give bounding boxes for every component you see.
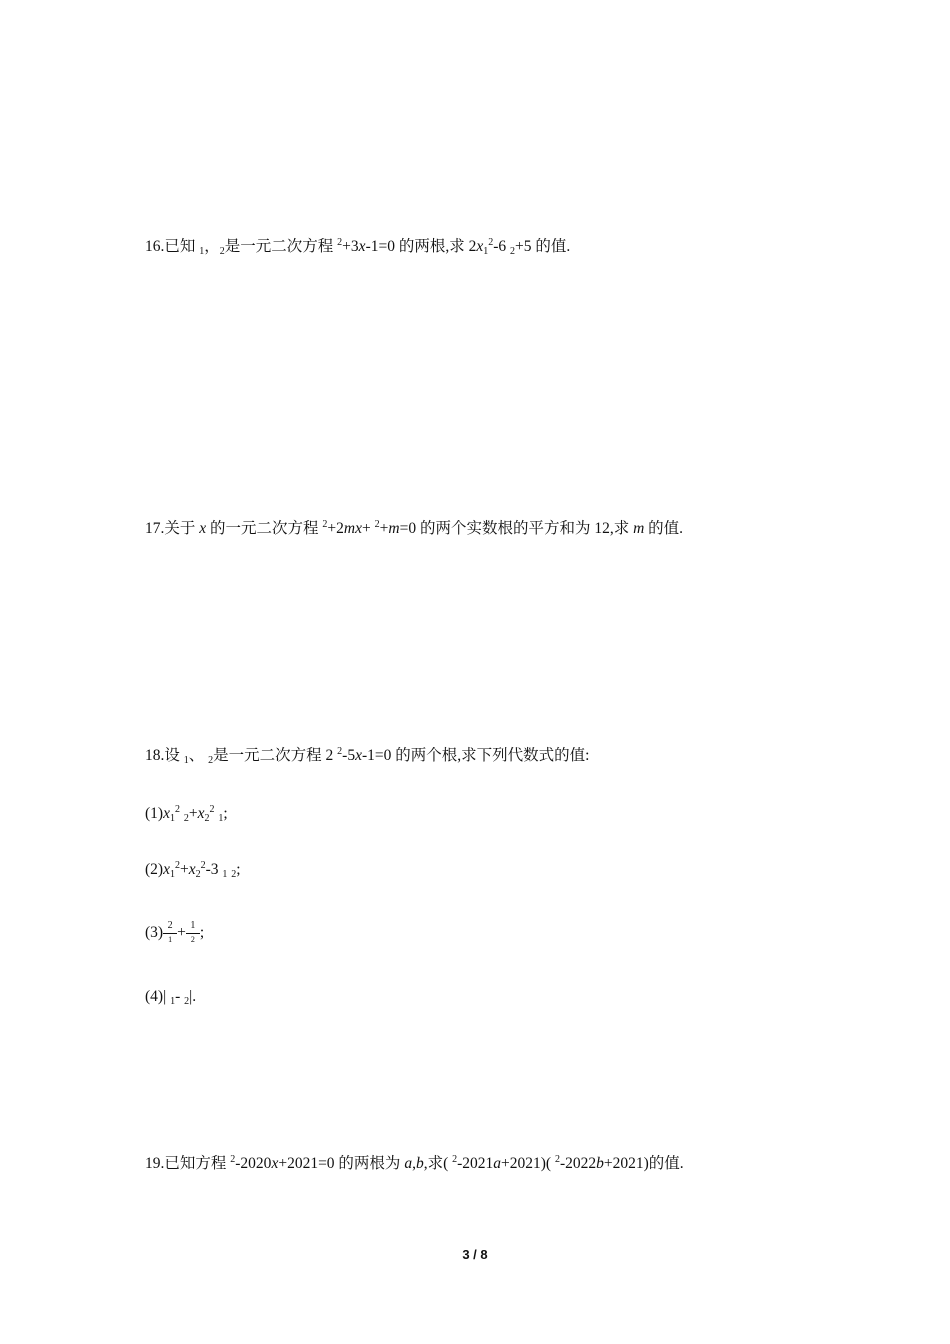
text: 的值.	[644, 520, 684, 537]
subscript: 2	[510, 246, 516, 257]
variable: b	[415, 1155, 424, 1172]
text: +	[177, 924, 186, 941]
fraction	[163, 922, 177, 944]
text: 是一元二次方程 2	[213, 747, 338, 764]
text: +2021=0 的两根为	[278, 1155, 405, 1172]
subscript: 2	[231, 869, 237, 880]
text: =0 的两个实数根的平方和为 12,求	[399, 520, 634, 537]
text: -5	[342, 747, 356, 764]
superscript: 2	[200, 860, 206, 871]
superscript: 2	[174, 804, 180, 815]
fraction-bar	[186, 933, 200, 934]
subscript: 1	[169, 869, 175, 880]
variable: x	[163, 861, 170, 878]
text: -3	[205, 861, 223, 878]
variable: a	[493, 1155, 502, 1172]
fraction-bar	[163, 933, 177, 934]
subscript: 1	[222, 869, 228, 880]
variable: a	[404, 1155, 413, 1172]
text: -1=0 的两个根,求下列代数式的值:	[361, 747, 590, 764]
text: -6	[493, 238, 511, 255]
question-16	[145, 236, 570, 258]
text: -2022	[559, 1155, 597, 1172]
text: +	[362, 520, 375, 537]
subscript: 1	[199, 246, 205, 257]
text: +2	[327, 520, 344, 537]
subscript: 1	[169, 813, 175, 824]
question-18-part-3	[145, 922, 204, 944]
numerator: 2	[167, 920, 173, 931]
text: 、	[188, 747, 209, 764]
superscript: 2	[488, 237, 494, 248]
subscript: 1	[183, 755, 189, 766]
text: +2021)的值.	[603, 1155, 684, 1172]
text: 的一元二次方程	[206, 520, 323, 537]
variable: b	[596, 1155, 604, 1172]
superscript: 2	[322, 519, 328, 530]
text: ,	[412, 1155, 416, 1172]
text: (4)|	[145, 988, 171, 1005]
text: +3	[342, 238, 359, 255]
subscript: 2	[195, 869, 201, 880]
text: -2021	[457, 1155, 494, 1172]
variable: mx	[343, 520, 362, 537]
text: ，	[204, 238, 220, 255]
text: -	[175, 988, 185, 1005]
text: +	[179, 861, 189, 878]
text: (1)	[145, 805, 164, 822]
variable: x	[197, 805, 205, 822]
text: ;	[223, 805, 228, 822]
text: 是一元二次方程	[224, 238, 338, 255]
subscript: 1	[483, 246, 489, 257]
variable: x	[188, 861, 196, 878]
superscript: 2	[337, 237, 343, 248]
superscript: 2	[374, 519, 380, 530]
question-18	[145, 745, 589, 767]
text: 17.关于	[145, 520, 200, 537]
text: -2020	[235, 1155, 272, 1172]
variable: x	[355, 747, 362, 764]
text: +	[379, 520, 389, 537]
text: ,求(	[423, 1155, 453, 1172]
variable: x	[271, 1155, 279, 1172]
text: (2)	[145, 861, 164, 878]
superscript: 2	[337, 746, 343, 757]
question-17	[145, 518, 683, 540]
variable: x	[476, 238, 484, 255]
variable: x	[199, 520, 207, 537]
subscript: 1	[170, 996, 176, 1007]
text: +5 的值.	[515, 238, 571, 255]
superscript: 2	[452, 1154, 458, 1165]
text: 19.已知方程	[145, 1155, 231, 1172]
question-18-part-4	[145, 986, 196, 1008]
variable: x	[163, 805, 170, 822]
text: +	[188, 805, 198, 822]
superscript: 2	[209, 804, 215, 815]
page-number: 3 / 8	[462, 1247, 488, 1262]
denominator: 2	[190, 935, 195, 944]
question-18-part-1	[145, 803, 228, 825]
superscript: 2	[230, 1154, 236, 1165]
subscript: 1	[218, 813, 224, 824]
variable: x	[358, 238, 366, 255]
variable: m	[388, 520, 400, 537]
subscript: 2	[183, 813, 189, 824]
denominator: 1	[168, 935, 173, 944]
text: |.	[189, 988, 197, 1005]
subscript: 2	[219, 246, 225, 257]
subscript: 2	[204, 813, 210, 824]
superscript: 2	[174, 860, 180, 871]
fraction	[186, 922, 200, 944]
text: (3)	[145, 924, 164, 941]
superscript: 2	[554, 1154, 560, 1165]
text: -1=0 的两根,求 2	[365, 238, 477, 255]
text: +2021)(	[501, 1155, 555, 1172]
text: 16.已知	[145, 238, 200, 255]
variable: m	[633, 520, 645, 537]
question-19	[145, 1153, 684, 1175]
text: ;	[236, 861, 241, 878]
numerator: 1	[190, 920, 196, 931]
question-18-part-2	[145, 859, 241, 881]
subscript: 2	[208, 755, 214, 766]
text: 18.设	[145, 747, 184, 764]
text: ;	[199, 924, 205, 941]
subscript: 2	[184, 996, 190, 1007]
